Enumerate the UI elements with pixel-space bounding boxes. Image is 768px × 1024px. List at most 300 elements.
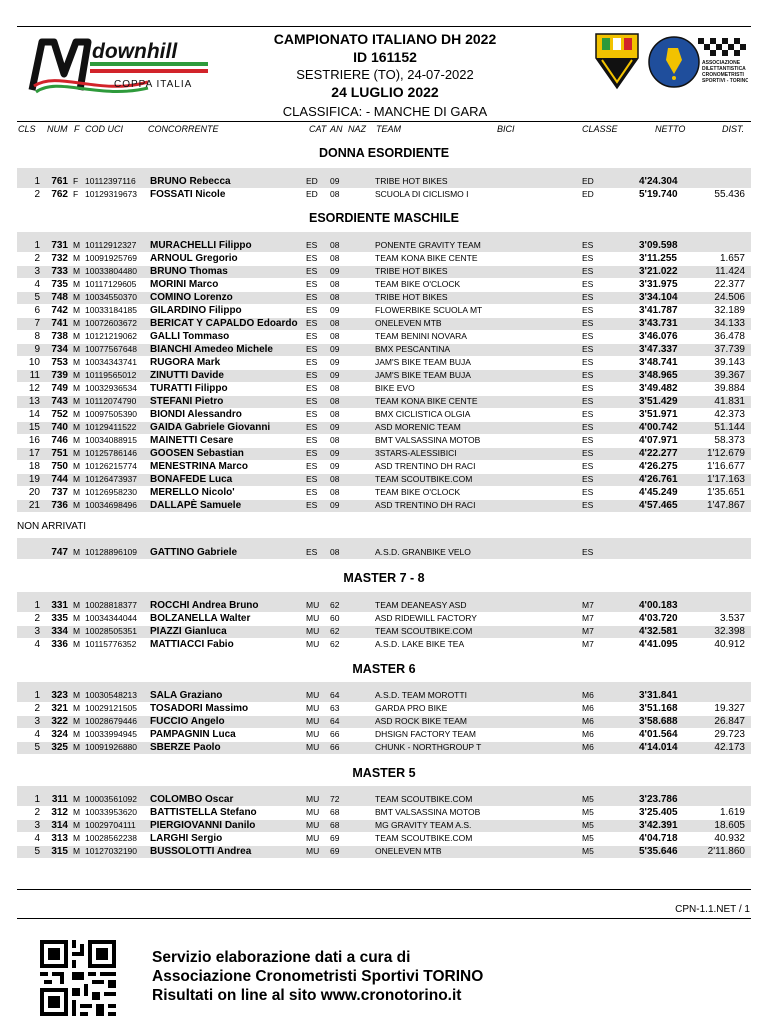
cell-class: ES xyxy=(582,240,594,250)
cell-num: 314 xyxy=(51,820,68,831)
cell-pos: 1 xyxy=(34,240,40,251)
cell-sex: M xyxy=(73,794,81,804)
cell-num: 749 xyxy=(51,383,68,394)
cell-team: 3STARS-ALESSIBICI xyxy=(375,448,457,458)
cell-cat: ES xyxy=(306,292,318,302)
cell-class: M5 xyxy=(582,846,594,856)
cell-name: BRUNO Rebecca xyxy=(150,176,231,187)
cell-sex: M xyxy=(73,846,81,856)
cell-cat: ES xyxy=(306,422,318,432)
cell-num: 737 xyxy=(51,487,68,498)
cell-uci-code: 10033804480 xyxy=(85,266,138,276)
cell-gap: 1'35.651 xyxy=(706,487,745,498)
result-row xyxy=(17,703,751,715)
cell-sex: M xyxy=(73,547,81,557)
cell-year: 66 xyxy=(330,742,340,752)
cell-uci-code: 10032936534 xyxy=(85,383,138,393)
result-row xyxy=(17,396,751,408)
cell-num: 746 xyxy=(51,435,68,446)
cell-time: 4'01.564 xyxy=(639,729,678,740)
cell-pos: 1 xyxy=(34,600,40,611)
cell-uci-code: 10129411522 xyxy=(85,422,137,432)
cell-time: 4'14.014 xyxy=(639,742,678,753)
cell-year: 64 xyxy=(330,690,340,700)
cell-sex: M xyxy=(73,357,81,367)
cell-year: 09 xyxy=(330,370,340,380)
cell-name: BUSSOLOTTI Andrea xyxy=(150,846,252,857)
cell-pos: 13 xyxy=(28,396,40,407)
cell-gap: 34.133 xyxy=(714,318,745,329)
cell-pos: 5 xyxy=(34,846,40,857)
cell-gap: 40.932 xyxy=(714,833,745,844)
cell-name: BONAFEDE Luca xyxy=(150,474,233,485)
cell-name: BOLZANELLA Walter xyxy=(150,613,251,624)
col-bici: BICI xyxy=(497,124,515,134)
cell-num: 740 xyxy=(51,422,68,433)
cell-num: 324 xyxy=(51,729,68,740)
non-arrivati-label: NON ARRIVATI xyxy=(17,521,87,532)
cell-name: SALA Graziano xyxy=(150,690,223,701)
cell-sex: M xyxy=(73,370,81,380)
cell-sex: M xyxy=(73,383,81,393)
cell-sex: M xyxy=(73,331,81,341)
cell-team: TEAM DEANEASY ASD xyxy=(375,600,467,610)
cell-gap: 41.831 xyxy=(714,396,745,407)
section-title: MASTER 7 - 8 xyxy=(343,571,425,585)
cell-sex: F xyxy=(73,189,79,199)
cell-team: PONENTE GRAVITY TEAM xyxy=(375,240,481,250)
cell-gap: 1.657 xyxy=(719,253,745,264)
cell-class: ES xyxy=(582,266,594,276)
cell-sex: M xyxy=(73,461,81,471)
cell-name: MERELLO Nicolo' xyxy=(150,487,235,498)
federation-shield-logo xyxy=(594,32,640,90)
cell-cat: ES xyxy=(306,305,318,315)
cell-year: 08 xyxy=(330,547,340,557)
cell-cat: MU xyxy=(306,846,320,856)
cell-uci-code: 10112397116 xyxy=(85,176,136,186)
cell-gap: 39.143 xyxy=(714,357,745,368)
cell-name: PIERGIOVANNI Danilo xyxy=(150,820,256,831)
result-row xyxy=(17,716,751,728)
cell-gap: 22.377 xyxy=(714,279,745,290)
cell-time: 3'58.688 xyxy=(639,716,678,727)
cell-time: 3'49.482 xyxy=(639,383,678,394)
cell-uci-code: 10126473937 xyxy=(85,474,138,484)
cell-sex: M xyxy=(73,266,81,276)
cell-class: ES xyxy=(582,305,594,315)
cell-uci-code: 10072603672 xyxy=(85,318,138,328)
cell-class: ES xyxy=(582,331,594,341)
cell-team: BMX PESCANTINA xyxy=(375,344,451,354)
cell-sex: M xyxy=(73,240,81,250)
result-row xyxy=(17,279,751,291)
cell-team: TEAM KONA BIKE CENTE xyxy=(375,253,478,263)
col-concorrente: CONCORRENTE xyxy=(148,124,219,134)
cell-sex: M xyxy=(73,626,81,636)
cell-time: 3'46.076 xyxy=(639,331,678,342)
cell-pos: 12 xyxy=(28,383,40,394)
cell-name: GALLI Tommaso xyxy=(150,331,230,342)
cell-class: ES xyxy=(582,461,594,471)
cell-cat: ES xyxy=(306,435,318,445)
cell-gap: 37.739 xyxy=(714,344,745,355)
cell-num: 751 xyxy=(51,448,68,459)
cell-pos: 3 xyxy=(34,716,40,727)
col-netto: NETTO xyxy=(655,124,686,134)
page-end-rule xyxy=(17,889,751,890)
svg-text:downhill: downhill xyxy=(92,40,178,63)
cell-name: LARGHI Sergio xyxy=(150,833,223,844)
cell-pos: 10 xyxy=(28,357,40,368)
cell-time: 3'51.429 xyxy=(639,396,678,407)
cell-pos: 6 xyxy=(34,305,40,316)
cell-team: SCUOLA DI CICLISMO I xyxy=(375,189,469,199)
cell-class: ES xyxy=(582,396,594,406)
cell-time: 3'21.022 xyxy=(639,266,678,277)
result-row xyxy=(17,729,751,741)
cell-gap: 42.373 xyxy=(714,409,745,420)
cell-gap: 19.327 xyxy=(714,703,745,714)
result-row xyxy=(17,820,751,832)
result-row xyxy=(17,742,751,754)
cell-year: 69 xyxy=(330,846,340,856)
col-team: TEAM xyxy=(376,124,402,134)
cell-cat: MU xyxy=(306,626,320,636)
cell-pos: 4 xyxy=(34,729,40,740)
cell-cat: MU xyxy=(306,613,320,623)
cell-num: 741 xyxy=(51,318,68,329)
header-bottom-rule xyxy=(17,121,751,122)
cell-year: 66 xyxy=(330,729,340,739)
cell-name: BIONDI Alessandro xyxy=(150,409,242,420)
cell-pos: 2 xyxy=(34,703,40,714)
cell-time: 4'04.718 xyxy=(639,833,678,844)
cell-uci-code: 10028505351 xyxy=(85,626,138,636)
page-reference: CPN-1.1.NET / 1 xyxy=(675,904,750,915)
cell-sex: F xyxy=(73,176,79,186)
svg-text:DILETTANTISTICA: DILETTANTISTICA xyxy=(702,66,746,72)
cell-gap: 39.367 xyxy=(714,370,745,381)
cell-class: ES xyxy=(582,279,594,289)
cell-time: 3'31.841 xyxy=(639,690,678,701)
cell-class: ES xyxy=(582,487,594,497)
header-top-rule xyxy=(17,26,751,27)
cell-class: ES xyxy=(582,422,594,432)
cell-num: 312 xyxy=(51,807,68,818)
cell-sex: M xyxy=(73,422,81,432)
cell-class: M6 xyxy=(582,703,594,713)
cell-uci-code: 10126215774 xyxy=(85,461,138,471)
col-num: NUM xyxy=(47,124,68,134)
cell-class: ED xyxy=(582,189,594,199)
cell-class: M7 xyxy=(582,613,594,623)
cell-uci-code: 10034344044 xyxy=(85,613,138,623)
event-place-date: SESTRIERE (TO), 24-07-2022 xyxy=(296,67,474,82)
cell-class: ES xyxy=(582,253,594,263)
cell-pos: 19 xyxy=(28,474,40,485)
cell-pos: 17 xyxy=(28,448,40,459)
cell-uci-code: 10028562238 xyxy=(85,833,138,843)
cell-num: 762 xyxy=(51,189,68,200)
cell-time: 4'00.183 xyxy=(639,600,678,611)
cell-name: MURACHELLI Filippo xyxy=(150,240,252,251)
cell-gap: 32.398 xyxy=(714,626,745,637)
cell-uci-code: 10030548213 xyxy=(85,690,138,700)
cell-gap: 51.144 xyxy=(714,422,745,433)
cell-class: ES xyxy=(582,547,594,557)
cell-num: 315 xyxy=(51,846,68,857)
cell-team: A.S.D. LAKE BIKE TEA xyxy=(375,639,465,649)
cell-time: 3'42.391 xyxy=(639,820,678,831)
cell-name: FOSSATI Nicole xyxy=(150,189,226,200)
result-row xyxy=(17,600,751,612)
cell-uci-code: 10128896109 xyxy=(85,547,138,557)
cell-year: 62 xyxy=(330,600,340,610)
cell-sex: M xyxy=(73,487,81,497)
result-row xyxy=(17,547,751,559)
cell-sex: M xyxy=(73,279,81,289)
cell-time: 5'19.740 xyxy=(639,189,678,200)
cell-year: 09 xyxy=(330,357,340,367)
cell-class: M5 xyxy=(582,833,594,843)
cell-team: A.S.D. TEAM MOROTTI xyxy=(375,690,467,700)
cell-time: 3'51.168 xyxy=(639,703,678,714)
result-row xyxy=(17,383,751,395)
cell-num: 742 xyxy=(51,305,68,316)
cell-time: 4'45.249 xyxy=(639,487,678,498)
cell-time: 4'03.720 xyxy=(639,613,678,624)
cell-sex: M xyxy=(73,600,81,610)
cell-uci-code: 10119565012 xyxy=(85,370,137,380)
cell-time: 4'41.095 xyxy=(639,639,678,650)
cell-pos: 9 xyxy=(34,344,40,355)
cell-time: 4'32.581 xyxy=(639,626,678,637)
cell-team: ASD RIDEWILL FACTORY xyxy=(375,613,477,623)
svg-text:CRONOMETRISTI: CRONOMETRISTI xyxy=(702,72,744,78)
cell-year: 09 xyxy=(330,500,340,510)
cell-class: M6 xyxy=(582,729,594,739)
cell-cat: MU xyxy=(306,703,320,713)
cell-sex: M xyxy=(73,409,81,419)
cell-name: BRUNO Thomas xyxy=(150,266,228,277)
event-title: CAMPIONATO ITALIANO DH 2022 xyxy=(273,31,497,47)
classification-title: CLASSIFICA: - MANCHE DI GARA xyxy=(282,104,488,119)
cell-cat: MU xyxy=(306,833,320,843)
cell-team: ASD MORENIC TEAM xyxy=(375,422,461,432)
cell-time: 3'43.731 xyxy=(639,318,678,329)
cell-time: 3'31.975 xyxy=(639,279,678,290)
cell-cat: ES xyxy=(306,500,318,510)
col-f: F xyxy=(74,124,80,134)
cell-uci-code: 10034698496 xyxy=(85,500,138,510)
cell-year: 72 xyxy=(330,794,340,804)
cell-sex: M xyxy=(73,396,81,406)
cell-num: 735 xyxy=(51,279,68,290)
cell-sex: M xyxy=(73,448,81,458)
cell-cat: MU xyxy=(306,716,320,726)
result-row xyxy=(17,474,751,486)
cell-team: TRIBE HOT BIKES xyxy=(375,266,448,276)
cell-name: FUCCIO Angelo xyxy=(150,716,225,727)
result-row xyxy=(17,409,751,421)
cell-cat: ES xyxy=(306,266,318,276)
cell-cat: ES xyxy=(306,253,318,263)
result-row xyxy=(17,461,751,473)
cell-time: 3'48.965 xyxy=(639,370,678,381)
result-row xyxy=(17,292,751,304)
cell-name: ZINUTTI Davide xyxy=(150,370,224,381)
cell-class: M5 xyxy=(582,820,594,830)
cell-team: ONELEVEN MTB xyxy=(375,318,442,328)
cell-time: 4'24.304 xyxy=(639,176,678,187)
cell-team: ASD TRENTINO DH RACI xyxy=(375,461,476,471)
col-naz: NAZ xyxy=(348,124,366,134)
svg-text:SPORTIVI - TORINO: SPORTIVI - TORINO xyxy=(702,78,748,84)
cell-num: 744 xyxy=(51,474,68,485)
cell-class: ES xyxy=(582,435,594,445)
svg-text:ASSOCIAZIONE: ASSOCIAZIONE xyxy=(702,60,741,66)
cell-class: M6 xyxy=(582,742,594,752)
cell-cat: ES xyxy=(306,370,318,380)
cell-cat: ES xyxy=(306,357,318,367)
cell-sex: M xyxy=(73,703,81,713)
cell-num: 732 xyxy=(51,253,68,264)
cell-cat: MU xyxy=(306,639,320,649)
cell-sex: M xyxy=(73,820,81,830)
cell-uci-code: 10091925769 xyxy=(85,253,138,263)
cell-time: 4'07.971 xyxy=(639,435,678,446)
cell-class: ES xyxy=(582,448,594,458)
cell-name: STEFANI Pietro xyxy=(150,396,224,407)
cell-gap: 58.373 xyxy=(714,435,745,446)
cell-uci-code: 10034343741 xyxy=(85,357,138,367)
cell-team: DHSIGN FACTORY TEAM xyxy=(375,729,476,739)
cell-sex: M xyxy=(73,833,81,843)
cell-time: 3'41.787 xyxy=(639,305,678,316)
cell-uci-code: 10034550370 xyxy=(85,292,138,302)
cell-class: ES xyxy=(582,500,594,510)
cell-time: 3'11.255 xyxy=(639,253,677,264)
cell-cat: ES xyxy=(306,448,318,458)
cell-gap: 1'47.867 xyxy=(706,500,745,511)
cell-sex: M xyxy=(73,292,81,302)
cell-year: 08 xyxy=(330,253,340,263)
cell-num: 733 xyxy=(51,266,68,277)
cell-year: 68 xyxy=(330,820,340,830)
cell-num: 739 xyxy=(51,370,68,381)
section-title: DONNA ESORDIENTE xyxy=(318,146,450,160)
cell-team: TEAM BIKE O'CLOCK xyxy=(375,279,461,289)
cell-name: SBERZE Paolo xyxy=(150,742,221,753)
cell-sex: M xyxy=(73,318,81,328)
svg-text:COPPA ITALIA: COPPA ITALIA xyxy=(114,79,193,90)
cell-cat: ES xyxy=(306,383,318,393)
cell-name: GOOSEN Sebastian xyxy=(150,448,244,459)
cell-cat: ES xyxy=(306,461,318,471)
cell-sex: M xyxy=(73,716,81,726)
cell-num: 311 xyxy=(51,794,68,805)
cell-gap: 1.619 xyxy=(719,807,745,818)
cell-year: 09 xyxy=(330,422,340,432)
result-row xyxy=(17,344,751,356)
result-row xyxy=(17,435,751,447)
cell-num: 761 xyxy=(51,176,68,187)
cell-num: 753 xyxy=(51,357,68,368)
cell-cat: MU xyxy=(306,794,320,804)
cell-num: 321 xyxy=(51,703,68,714)
cell-team: TEAM SCOUTBIKE.COM xyxy=(375,833,473,843)
cell-gap: 29.723 xyxy=(714,729,745,740)
cell-pos: 20 xyxy=(28,487,40,498)
cell-pos: 8 xyxy=(34,331,40,342)
result-row xyxy=(17,422,751,434)
cell-pos: 16 xyxy=(28,435,40,446)
cell-uci-code: 10033953620 xyxy=(85,807,138,817)
cell-pos: 1 xyxy=(34,176,40,187)
cell-cat: MU xyxy=(306,742,320,752)
cell-uci-code: 10033994945 xyxy=(85,729,138,739)
result-row xyxy=(17,487,751,499)
event-date: 24 LUGLIO 2022 xyxy=(331,84,439,100)
cell-uci-code: 10091926880 xyxy=(85,742,138,752)
col-cat: CAT xyxy=(309,124,327,134)
footer-line-2: Associazione Cronometristi Sportivi TORINO xyxy=(152,968,484,985)
result-row xyxy=(17,305,751,317)
cell-num: 335 xyxy=(51,613,68,624)
cell-cat: ES xyxy=(306,396,318,406)
cell-pos: 4 xyxy=(34,279,40,290)
cell-num: 325 xyxy=(51,742,68,753)
cell-uci-code: 10028818377 xyxy=(85,600,138,610)
footer-line-3: Risultati on line al sito www.cronotorino.it xyxy=(152,987,462,1004)
cell-sex: M xyxy=(73,613,81,623)
cell-num: 322 xyxy=(51,716,68,727)
cell-uci-code: 10034088915 xyxy=(85,435,138,445)
cell-year: 09 xyxy=(330,461,340,471)
cell-pos: 4 xyxy=(34,639,40,650)
cell-sex: M xyxy=(73,729,81,739)
cell-uci-code: 10127032190 xyxy=(85,846,138,856)
cell-year: 09 xyxy=(330,344,340,354)
result-row xyxy=(17,846,751,858)
cell-uci-code: 10029121505 xyxy=(85,703,138,713)
cell-name: TOSADORI Massimo xyxy=(150,703,249,714)
cell-cat: ES xyxy=(306,240,318,250)
cell-time: 3'09.598 xyxy=(639,240,678,251)
event-id: ID 161152 xyxy=(353,49,417,65)
cell-year: 08 xyxy=(330,189,340,199)
cell-num: 748 xyxy=(51,292,68,303)
cell-gap: 2'11.860 xyxy=(707,846,745,857)
cell-cat: ES xyxy=(306,344,318,354)
cell-name: MENESTRINA Marco xyxy=(150,461,248,472)
cell-name: ARNOUL Gregorio xyxy=(150,253,238,264)
cell-pos: 3 xyxy=(34,820,40,831)
cell-class: ES xyxy=(582,292,594,302)
cell-time: 3'51.971 xyxy=(639,409,678,420)
cell-cat: MU xyxy=(306,690,320,700)
cell-num: 323 xyxy=(51,690,68,701)
cell-time: 4'57.465 xyxy=(639,500,678,511)
cell-team: TEAM SCOUTBIKE.COM xyxy=(375,626,473,636)
cell-team: ASD TRENTINO DH RACI xyxy=(375,500,476,510)
cell-time: 3'48.741 xyxy=(639,357,678,368)
cell-class: ES xyxy=(582,474,594,484)
cell-year: 08 xyxy=(330,396,340,406)
result-row xyxy=(17,253,751,265)
cell-cat: MU xyxy=(306,820,320,830)
